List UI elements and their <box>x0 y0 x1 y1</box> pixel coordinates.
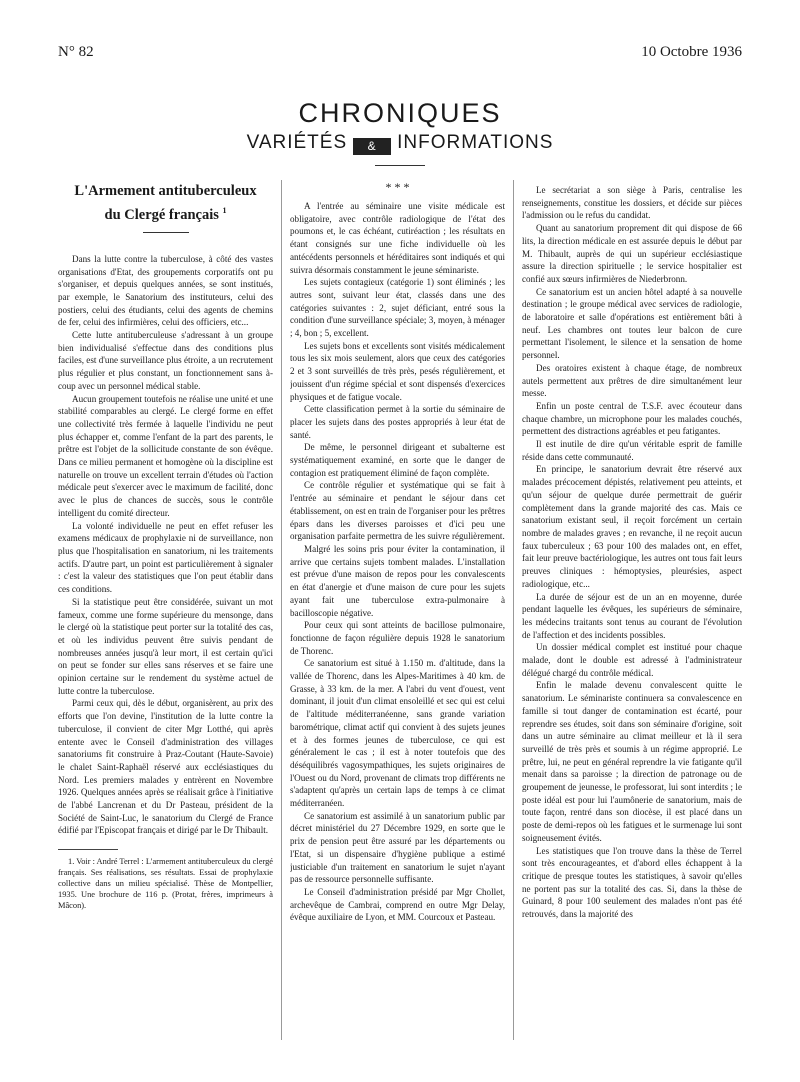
masthead-subtitle <box>0 132 800 155</box>
paragraph: Le secrétariat a son siège à Paris, centralise les renseignements, constitue les dossiers, et décide sur pièces l'admission ou le refus du candidat. <box>522 185 742 221</box>
paragraph: Cette lutte antituberculeuse s'adressant à un groupe bien individualisé s'effectue dans des conditions plus faciles, est d'une surveillance plus étroite, a un recrutement plus régulier et plus constant, un fonctionnement sans à-coup avec un personnel médical stable. <box>58 330 273 391</box>
paragraph: Ce sanatorium est situé à 1.150 m. d'altitude, dans la vallée de Thorenc, dans les Alpes-Maritimes à 40 km. de Grasse, à 33 km. de la mer. A l'abri du vent d'ouest, vent dominant, il jouit d'un climat ensoleillé et sec qui est celui de l'altitude méditerranéenne, sans grande variation barométrique, climat actif qui convient à des sujets jeunes et à des formes jeunes de tuberculose, ce qui est généralement le cas ; il est à noter toutefois que des déséquilibrés vagosympathiques, les sujets originaires de l'Ouest ou du Nord, provenant de climats trop différents ne s'adaptent qu'après un certain laps de temps à ce climat méditerranéen. <box>290 658 505 809</box>
paragraph: A l'entrée au séminaire une visite médicale est obligatoire, avec contrôle radiologique de l'état des poumons et, le cas échéant, cutiréaction ; les résultats en étant consignés sur une fiche individuelle où les antécédents personnels et héréditaires sont indiqués et qui suivra désormais constamment le jeune séminariste. <box>290 201 505 275</box>
paragraph: Un dossier médical complet est institué pour chaque malade, dont le double est adressé à l'administrateur délégué chargé du contrôle médical. <box>522 642 742 678</box>
paragraph: Les sujets contagieux (catégorie 1) sont éliminés ; les autres sont, suivant leur état, classés dans une des catégories suivantes : 2, sujet déficiant, entré sous la condition d'une surveillance spéciale; 3, moyen, à ménager ; 4, bon ; 5, excellent. <box>290 277 505 339</box>
paragraph: Dans la lutte contre la tuberculose, à côté des vastes organisations d'Etat, des groupements corporatifs ont pu s'organiser, et depuis quelques années, se sont institués, par exemple, le Sanatorium des instituteurs, celui des postiers, celui des étudiants, celui des agents de chemins de fer, celui des infirmières, celui des officiers, etc... <box>58 253 273 328</box>
paragraph: Des oratoires existent à chaque étage, de nombreux autels permettent aux prêtres de dire simultanément leur messe. <box>522 362 742 399</box>
paragraph: Cette classification permet à la sortie du séminaire de placer les sujets dans des postes appropriés à leur état de santé. <box>290 404 505 440</box>
title-footnote-marker: 1 <box>222 206 227 215</box>
paragraph: La durée de séjour est de un an en moyenne, durée pendant laquelle les évêques, les supérieurs de séminaire, les médecins traitants sont tenus au courant de l'évolution de l'affection et des incidents possibles. <box>522 591 742 640</box>
paragraph: Enfin le malade devenu convalescent quitte le sanatorium. Le séminariste continuera sa convalescence en famille si tout danger de contamination est écarté, pour reprendre ses études, soit dans son séminaire d'origine, soit dans un autre séminaire au climat meilleur et là il sera surveillé de très près et soumis à un régime approprié. Le prêtre, lui, ne peut en général reprendre la vie fatigante qu'il menait dans sa paroisse ; la direction de patronage ou de groupement de jeunesse, le professorat, lui sont interdits ; le poste idéal est pour lui l'aumônerie de sanatorium, mais de toute façon, rentré dans son diocèse, il est placé dans un poste de demi-repos où les fatigues et le surmenage lui sont soigneusement évités. <box>522 680 742 843</box>
paragraph: Enfin un poste central de T.S.F. avec écouteur dans chaque chambre, un microphone pour les malades couchés, permettent des distractions agréables et peu fatigantes. <box>522 400 742 437</box>
paragraph: Aucun groupement toutefois ne réalise une unité et une stabilité comparables au clergé. Le clergé forme en effet une collectivité très fermée à laquelle l'individu ne peut plus échapper et, comme l'enfant de la part des parents, le prêtre est l'objet de la sollicitude constante de son évêque. Dans ce milieu permanent et homogène où la discipline est naturelle on trouve un excellent terrain d'études où l'action médicale peut s'exercer avec le maximum de facilité, donc avec le plus de chances de succès, sous le contrôle intelligent du comité directeur. <box>58 393 273 518</box>
column-rule-1 <box>281 180 282 1040</box>
ampersand-ornament: & <box>353 138 391 155</box>
issue-date: 10 Octobre 1936 <box>641 44 742 60</box>
paragraph: Malgré les soins pris pour éviter la contamination, il arrive que certains sujets tombent malades. L'installation est prévue d'une maison de repos pour les convalescents en état d'anergie et d'une maison de cure pour les sujets ayant fait une tuberculose extra-pulmonaire à bacilloscopie négative. <box>290 543 505 618</box>
paragraph: Ce contrôle régulier et systématique qui se fait à l'entrée au séminaire et pendant le séjour dans cet établissement, on est en train de l'organiser pour les prêtres épars dans les diverses paroisses et d'ici peu une organisation parfaite permettra de les suivre régulièrement. <box>290 480 505 542</box>
paragraph: Les sujets bons et excellents sont visités médicalement tous les six mois seulement, alors que ceux des catégories 2 et 3 sont surveillés de très près, pesés régulièrement, et jouissent d'un régime spécial et sont dispensés d'exercices physiques et de fatigue vocale. <box>290 340 505 402</box>
paragraph: Le Conseil d'administration présidé par Mgr Chollet, archevêque de Cambrai, comprend en outre Mgr Delay, évêque auxiliaire de Lyon, et MM. Courcoux et Pasteau. <box>290 886 505 923</box>
paragraph: La volonté individuelle ne peut en effet refuser les examens médicaux de prophylaxie ni de surveillance, non plus que l'hospitalisation en sanatorium, ni les traitements actifs. D'autre part, un point est particulièrement à signaler : c'est la valeur des statistiques que l'on peut établir dans ces conditions. <box>58 520 273 595</box>
issue-number: N° 82 <box>58 44 94 60</box>
footnote: 1. Voir : André Terrel : L'armement antituberculeux du clergé français. Ses réalisations, ses résultats. Essai de prophylaxie collective dans un milieu spécialisé. Thèse de Montpellier, 1935. Une brochure de 116 p. (Protat, frères, imprimeurs à Mâcon). <box>58 857 273 911</box>
paragraph: Pour ceux qui sont atteints de bacillose pulmonaire, fonctionne de façon régulière depuis 1928 le sanatorium de Thorenc. <box>290 620 505 656</box>
paragraph: Si la statistique peut être considérée, suivant un mot fameux, comme une forme supérieure du mensonge, dans le clergé où la statistique peut porter sur la totalité des cas, et où les individus peuvent être suivis pendant de nombreuses années jusqu'à leur mort, il est certain qu'ici on peut se fonder sur elles sans réserves et se faire une opinion certaine sur le rendement du système actuel de lutte contre la tuberculose. <box>58 596 273 696</box>
footnote-rule <box>58 849 118 850</box>
masthead-chroniques: CHRONIQUES <box>298 98 502 128</box>
paragraph: En principe, le sanatorium devrait être réservé aux malades précocement dépistés, relativement peu atteints, et qu'un séjour de quelque durée permettrait de guérir complètement dans la grande majorité des cas. Mais ce sanatorium existant seul, il reçoit forcément un certain nombre de malades graves ; en revanche, il ne reçoit aucun faux tuberculeux ; 63 pour 100 des malades ont, en effet, fait leur preuve bactériologique, les autres ont tous fait leurs preuves cliniques : hémoptysies, pleurésies, aspect radiologique, etc... <box>522 464 742 589</box>
column-3 <box>522 184 742 1064</box>
paragraph: Ce sanatorium est un ancien hôtel adapté à sa nouvelle destination ; le groupe médical avec services de radiologie, de laboratoire et salle d'opérations est entièrement bâti à neuf. Les chambres ont toutes leur balcon de cure permettant l'isolement, le silence et la sensation de home personnel. <box>522 286 742 361</box>
paragraph: Les statistiques que l'on trouve dans la thèse de Terrel sont très encourageantes, et d'abord elles échappent à la critique de presque toutes les statistiques, à savoir qu'elles ne portent pas sur la totalité des cas. Si, dans la thèse de Guinard, 8 pour 100 seulement des malades n'ont pas été retrouvés, dans la majorité des <box>522 845 742 920</box>
asterism-separator: * * * <box>385 182 410 194</box>
paragraph: Ce sanatorium est assimilé à un sanatorium public par décret ministériel du 27 Décembre 1929, en sorte que le prix de pension peut être assuré par les départements ou l'Etat, si un dispensaire d'hygiène publique a estimé justiciable d'un traitement en sanatorium le sujet n'ayant pas de ressource personnelle suffisante. <box>290 810 505 885</box>
title-rule <box>143 232 189 233</box>
paragraph: De même, le personnel dirigeant et subalterne est systématiquement examiné, en sorte que le danger de contagion est pratiquement éliminé de façon complète. <box>290 442 505 478</box>
article-title-line2: du Clergé français <box>104 206 219 223</box>
column-rule-2 <box>513 180 514 1040</box>
article-title <box>58 182 273 225</box>
paragraph: Il est inutile de dire qu'un véritable esprit de famille réside dans cette communauté. <box>522 439 742 462</box>
masthead-informations: INFORMATIONS <box>397 132 554 153</box>
paragraph: Quant au sanatorium proprement dit qui dispose de 66 lits, la direction médicale en est assurée depuis le début par M. Thibault, auprès de qui un supérieur ecclésiastique assure la direction spirituelle ; le service hospitalier est confié aux sœurs infirmières de Niederbronn. <box>522 223 742 284</box>
masthead-varietes: VARIÉTÉS <box>246 132 348 153</box>
column-2 <box>290 182 505 1062</box>
column-1 <box>58 182 273 1062</box>
paragraph: Parmi ceux qui, dès le début, organisèrent, au prix des efforts que l'on devine, l'institution de la lutte contre la tuberculose, il convient de citer Mgr Lotthé, qui après entente avec le Conseil d'administration des villages sanatoriums fit construire à Praz-Coutant (Haute-Savoie) le chalet Saint-Raphaël réservé aux ecclésiastiques du Nord. Les premiers malades y entrèrent en Novembre 1926. Quelques années après se réalisait grâce à l'initiative de l'abbé Lancrenan et du Dr Pasteau, président de la Société de Saint-Luc, le sanatorium du Clergé de France édifié par l'Episcopat français et dirigé par le Dr Thibault. <box>58 698 273 836</box>
masthead-divider <box>375 165 425 166</box>
page-header <box>58 44 742 66</box>
article-title-line1: L'Armement antituberculeux <box>74 183 257 199</box>
